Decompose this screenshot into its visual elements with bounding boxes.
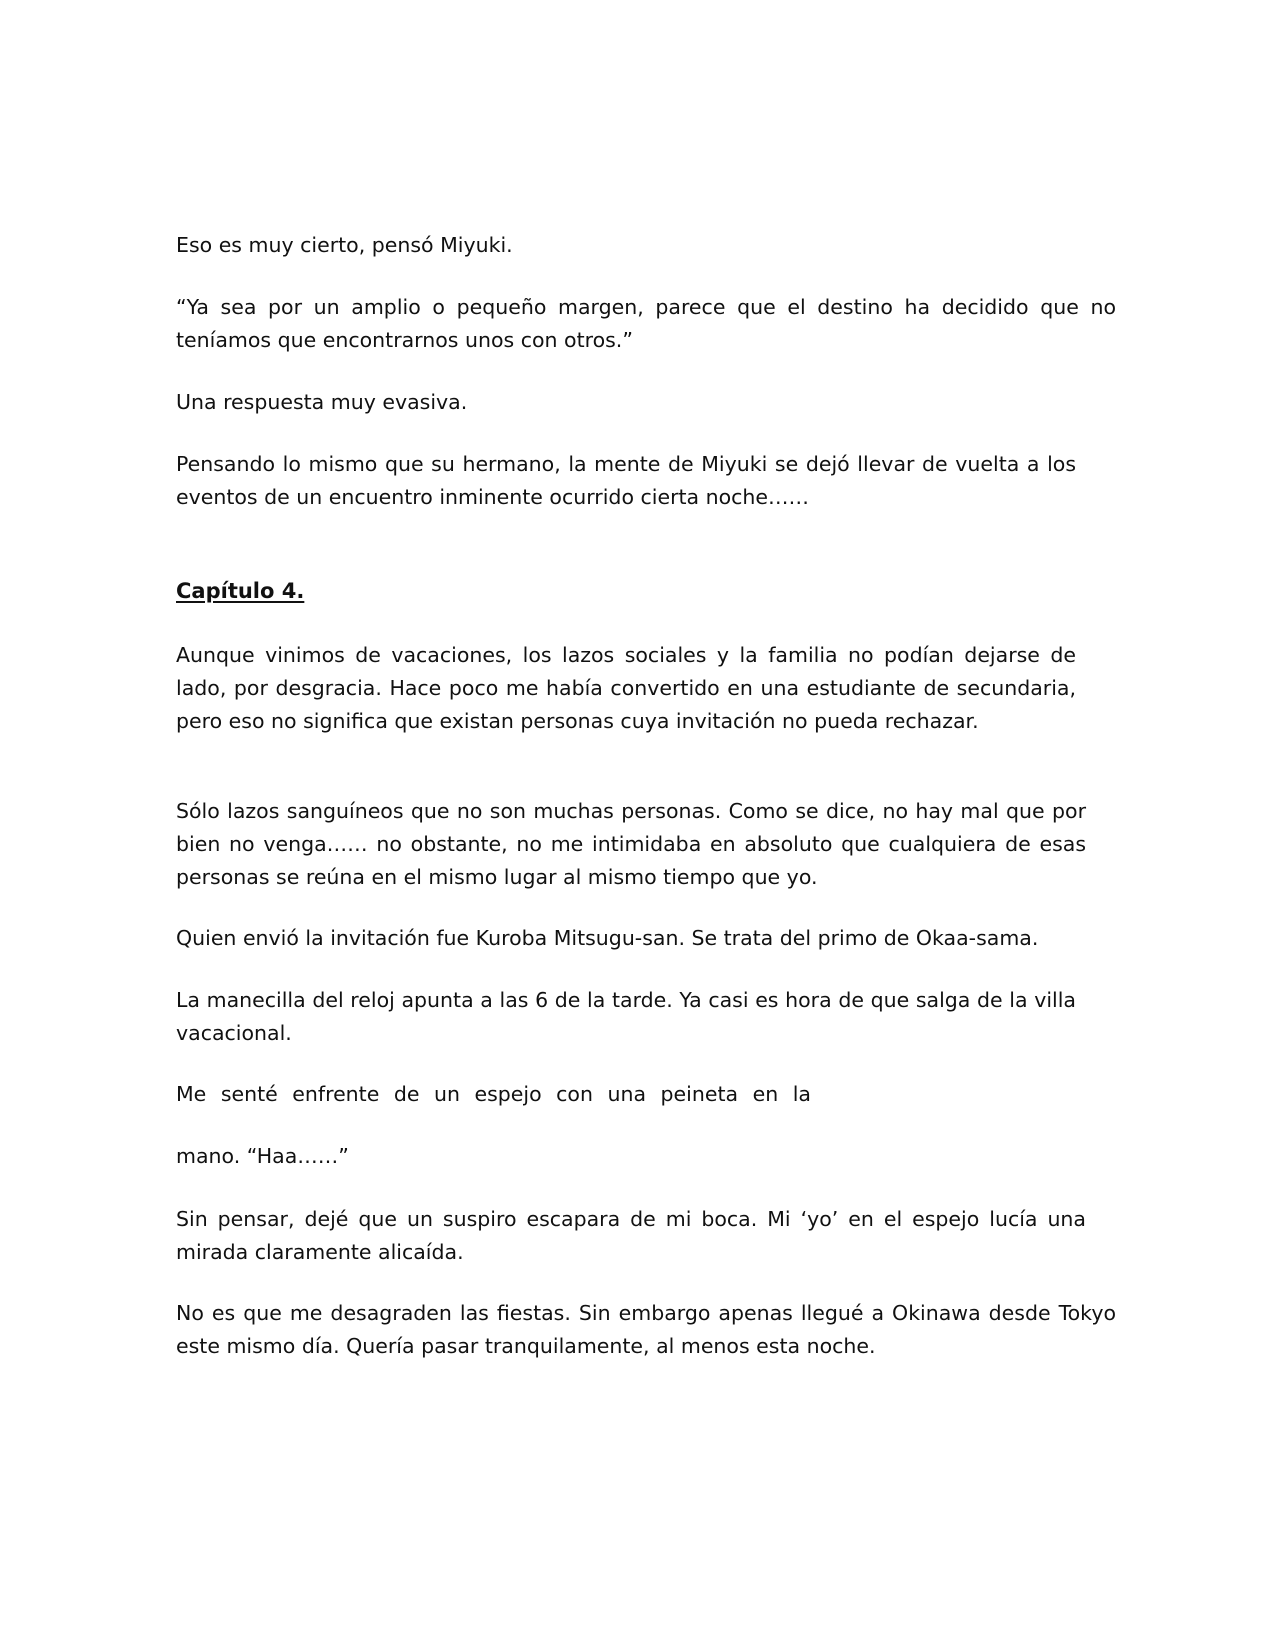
paragraph: Una respuesta muy evasiva. xyxy=(176,390,468,414)
paragraph: Sólo lazos sanguíneos que no son muchas personas. Como se dice, no hay mal que por bien no venga…… no obstante, no me intimidaba en absoluto que cualquiera de esas personas se reúna en el mismo lugar al mismo tiempo que yo. xyxy=(176,799,1086,889)
chapter-title: Capítulo 4. xyxy=(176,579,305,603)
paragraph: Eso es muy cierto, pensó Miyuki. xyxy=(176,233,513,257)
paragraph: Me senté enfrente de un espejo con una peineta en la xyxy=(176,1082,811,1106)
paragraph: Sin pensar, dejé que un suspiro escapara de mi boca. Mi ‘yo’ en el espejo lucía una mirada claramente alicaída. xyxy=(176,1207,1086,1264)
paragraph: La manecilla del reloj apunta a las 6 de la tarde. Ya casi es hora de que salga de la villa vacacional. xyxy=(176,988,1076,1045)
paragraph: No es que me desagraden las fiestas. Sin embargo apenas llegué a Okinawa desde Tokyo este mismo día. Quería pasar tranquilamente, al menos esta noche. xyxy=(176,1301,1116,1358)
paragraph: “Ya sea por un amplio o pequeño margen, parece que el destino ha decidido que no teníamos que encontrarnos unos con otros.” xyxy=(176,295,1116,352)
paragraph: mano. “Haa……” xyxy=(176,1144,349,1168)
paragraph: Pensando lo mismo que su hermano, la mente de Miyuki se dejó llevar de vuelta a los eventos de un encuentro inminente ocurrido cierta noche…… xyxy=(176,452,1076,509)
paragraph: Aunque vinimos de vacaciones, los lazos sociales y la familia no podían dejarse de lado, por desgracia. Hace poco me había convertido en una estudiante de secundaria, pero eso no significa que existan personas cuya invitación no pueda rechazar. xyxy=(176,643,1076,733)
paragraph: Quien envió la invitación fue Kuroba Mitsugu-san. Se trata del primo de Okaa-sama. xyxy=(176,926,1039,950)
